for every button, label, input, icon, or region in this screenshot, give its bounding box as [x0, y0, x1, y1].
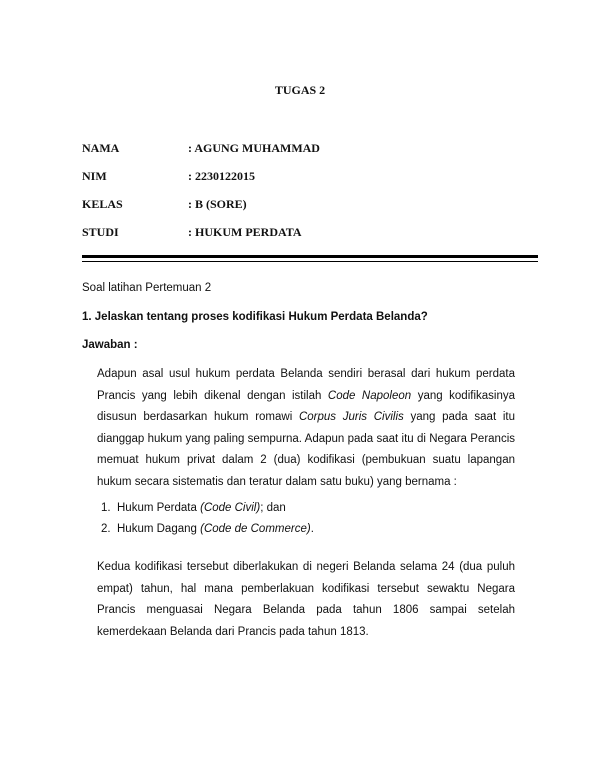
italic-term: Code Napoleon [327, 389, 412, 402]
answer-label: Jawaban : [82, 339, 138, 351]
list-suffix: . [310, 523, 314, 535]
answer-paragraph-2: Kedua kodifikasi tersebut diberlakukan di negeri Belanda selama 24 (dua puluh empat) tahun, hal mana pemberlakuan kodifikasi tersebut sewaktu Negara Prancis menguasai Negara Belanda pada tahun 1806 sampai setelah kemerdekaan Belanda dari Prancis pada tahun 1813. [97, 561, 515, 638]
identity-value: : HUKUM PERDATA [188, 225, 302, 239]
identity-value: : B (SORE) [188, 197, 247, 211]
question-text: 1. Jelaskan tentang proses kodifikasi Hukum Perdata Belanda? [82, 311, 428, 323]
section-heading: Soal latihan Pertemuan 2 [82, 282, 212, 294]
identity-label: NAMA [82, 141, 120, 155]
list-number: 2. [101, 523, 111, 535]
paragraph-text: Adapun asal usul hukum perdata Belanda sendiri berasal dari hukum perdata Prancis yang lebih dikenal dengan istilah [97, 368, 515, 402]
identity-label: STUDI [82, 225, 119, 239]
italic-term: Corpus Juris Civilis [298, 411, 404, 423]
divider-thick [82, 255, 538, 258]
list-item [101, 502, 286, 514]
italic-term: (Code de Commerce) [200, 523, 311, 535]
identity-label: KELAS [82, 197, 123, 211]
italic-term: (Code Civil) [200, 502, 261, 514]
identity-value: : 2230122015 [188, 169, 255, 183]
paragraph-text: yang kodifikasinya disusun berdasarkan hukum romawi [97, 389, 515, 423]
paragraph-text: yang pada saat itu dianggap hukum yang paling sempurna. Adapun pada saat itu di Negara Perancis memuat hukum privat dalam 2 (dua) kodifikasi (pembukuan suatu lapangan hukum secara sistematis dan teratur dalam satu buku) yang bernama : [97, 411, 515, 488]
list-item [101, 523, 314, 535]
list-text: Hukum Perdata [117, 502, 201, 514]
identity-label: NIM [82, 169, 107, 183]
list-suffix: ; dan [260, 502, 286, 514]
divider-thin [82, 261, 538, 262]
document-title: TUGAS 2 [274, 83, 326, 97]
answer-paragraph-1 [97, 364, 515, 493]
list-number: 1. [101, 502, 111, 514]
identity-value: : AGUNG MUHAMMAD [188, 141, 320, 155]
list-text: Hukum Dagang [117, 523, 201, 535]
